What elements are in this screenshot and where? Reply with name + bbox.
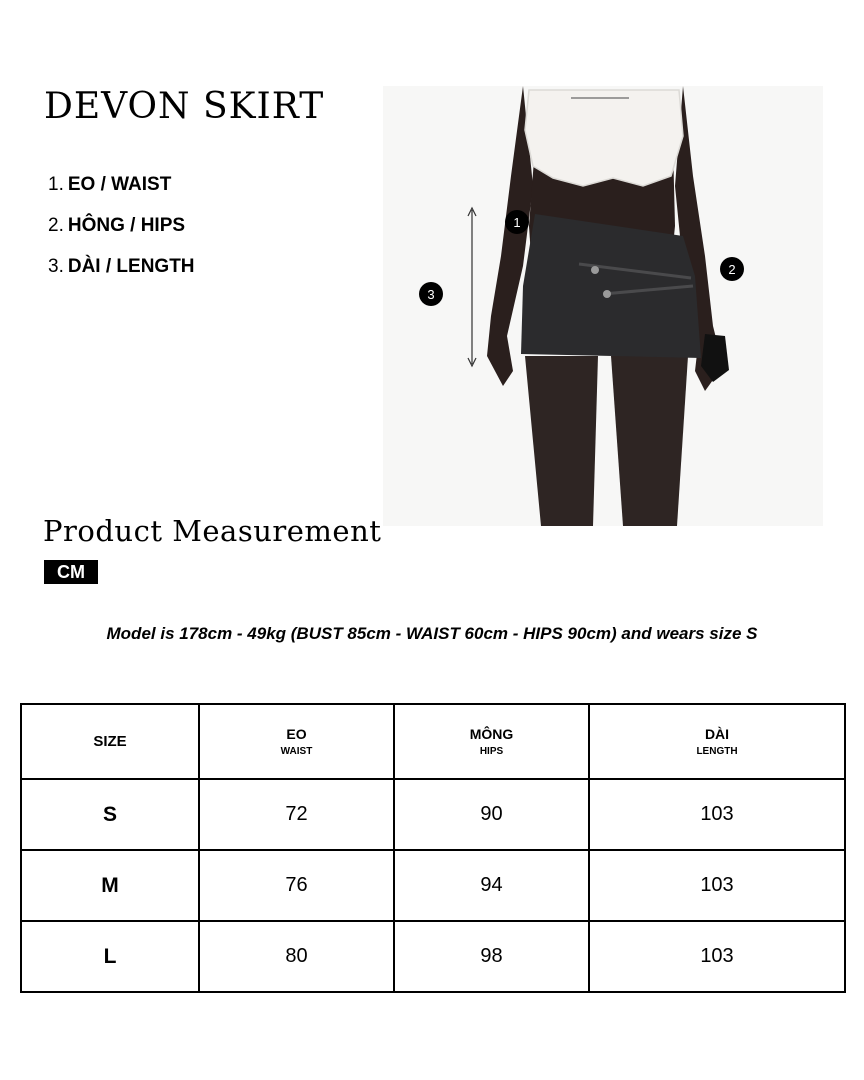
table-row bbox=[21, 921, 845, 992]
column-header-sub: WAIST bbox=[280, 746, 313, 757]
marker-2-label: 2 bbox=[728, 262, 736, 277]
table-row bbox=[21, 779, 845, 850]
hips-cell: 94 bbox=[394, 850, 589, 921]
measurement-item bbox=[48, 164, 195, 205]
measurement-list bbox=[48, 164, 195, 287]
hips-column-header bbox=[394, 704, 589, 779]
section-title: Product Measurement bbox=[43, 514, 382, 548]
model-note: Model is 178cm - 49kg (BUST 85cm - WAIST 60cm - HIPS 90cm) and wears size S bbox=[106, 624, 758, 643]
measurement-label: DÀI / LENGTH bbox=[67, 255, 195, 277]
measurement-number: 3. bbox=[48, 255, 64, 277]
skirt-shape bbox=[521, 214, 701, 358]
waist-column-header bbox=[199, 704, 394, 779]
waist-cell: 80 bbox=[199, 921, 394, 992]
size-cell: S bbox=[21, 779, 199, 850]
marker-1-label: 1 bbox=[513, 215, 521, 230]
measurement-number: 1. bbox=[48, 173, 64, 195]
product-title: DEVON SKIRT bbox=[44, 86, 325, 127]
column-header-sub: LENGTH bbox=[696, 746, 738, 757]
column-header-sub: HIPS bbox=[479, 746, 504, 757]
skirt-button-icon bbox=[591, 266, 599, 274]
length-column-header bbox=[589, 704, 845, 779]
length-cell: 103 bbox=[589, 921, 845, 992]
size-cell: L bbox=[21, 921, 199, 992]
right-leg-shape bbox=[611, 356, 688, 526]
column-header-main: MÔNG bbox=[469, 726, 514, 742]
table-header-row bbox=[21, 704, 845, 779]
measurement-label: HÔNG / HIPS bbox=[67, 214, 186, 236]
top-shape bbox=[525, 90, 683, 186]
length-cell: 103 bbox=[589, 779, 845, 850]
hips-cell: 90 bbox=[394, 779, 589, 850]
product-photo bbox=[383, 86, 823, 526]
size-chart-table bbox=[20, 703, 846, 993]
unit-badge: CM bbox=[44, 560, 98, 584]
left-leg-shape bbox=[525, 356, 598, 526]
column-header-main: EO bbox=[286, 726, 307, 742]
skirt-button-icon bbox=[603, 290, 611, 298]
length-cell: 103 bbox=[589, 850, 845, 921]
hips-cell: 98 bbox=[394, 921, 589, 992]
measurement-item bbox=[48, 205, 195, 246]
measurement-number: 2. bbox=[48, 214, 64, 236]
table-row bbox=[21, 850, 845, 921]
waist-cell: 72 bbox=[199, 779, 394, 850]
measurement-label: EO / WAIST bbox=[67, 173, 172, 195]
marker-3-label: 3 bbox=[427, 287, 435, 302]
size-column-header: SIZE bbox=[21, 704, 199, 779]
measurement-item bbox=[48, 246, 195, 287]
column-header-main: DÀI bbox=[704, 726, 730, 742]
waist-cell: 76 bbox=[199, 850, 394, 921]
size-cell: M bbox=[21, 850, 199, 921]
model-illustration bbox=[383, 86, 823, 526]
